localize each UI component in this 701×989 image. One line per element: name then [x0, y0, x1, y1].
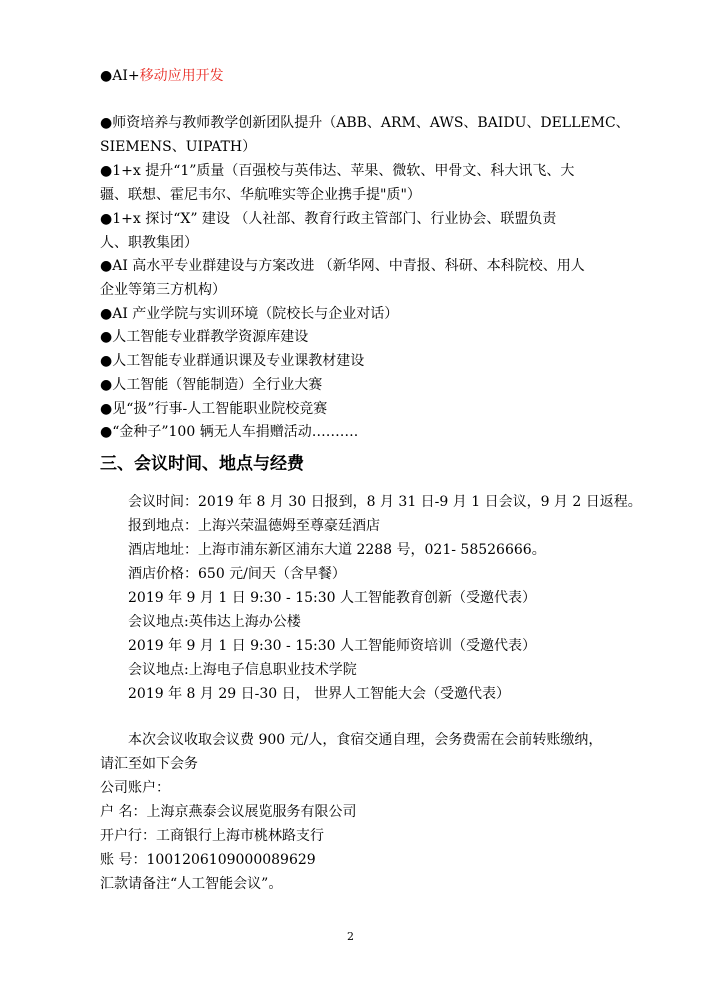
- bullet-1x-explore-line-1: ●1+x 探讨“X” 建设 （人社部、教育行政主管部门、行业协会、联盟负责: [100, 211, 557, 227]
- bullet-textbooks: ●人工智能专业群通识课及专业课教材建设: [100, 353, 365, 369]
- remittance-note: 汇款请备注“人工智能会议”。: [100, 876, 283, 892]
- page-number: 2: [347, 930, 354, 943]
- bullet-ai-industry-college: ●AI 产业学院与实训环境（院校长与企业对话）: [100, 306, 399, 322]
- bullet-prefix: AI+: [112, 68, 140, 84]
- bullet-ai-major-line-1: ●AI 高水平专业群建设与方案改进 （新华网、中青报、科研、本科院校、用人: [100, 258, 585, 274]
- bullet-1x-quality-line-1: ●1+x 提升“1”质量（百强校与英伟达、苹果、微软、甲骨文、科大讯飞、大: [100, 163, 575, 179]
- detail-session-1-location: 会议地点:英伟达上海办公楼: [128, 614, 301, 630]
- bullet-ai-major-line-2: 企业等第三方机构）: [100, 282, 226, 298]
- fee-line-2: 请汇至如下会务: [100, 756, 198, 772]
- detail-world-ai-conference: 2019 年 8 月 29 日-30 日， 世界人工智能大会（受邀代表）: [128, 686, 511, 702]
- bullet-ai-mobile: [100, 66, 224, 86]
- bullet-competition: ●人工智能（智能制造）全行业大赛: [100, 377, 323, 393]
- detail-checkin-location: 报到地点：上海兴荣温德姆至尊豪廷酒店: [128, 518, 380, 534]
- detail-hotel-address: 酒店地址：上海市浦东新区浦东大道 2288 号，021- 58526666。: [128, 542, 546, 558]
- detail-session-2-time: 2019 年 9 月 1 日 9:30 - 15:30 人工智能师资培训（受邀代表）: [128, 638, 537, 654]
- account-heading: 公司账户：: [100, 780, 170, 796]
- bullet-teacher-training-line-2: SIEMENS、UIPATH）: [100, 139, 257, 155]
- bullet-1x-quality-line-2: 疆、联想、霍尼韦尔、华航唯实等企业携手提"质"）: [100, 187, 421, 203]
- detail-session-1-time: 2019 年 9 月 1 日 9:30 - 15:30 人工智能教育创新（受邀代表）: [128, 590, 537, 606]
- bullet-1x-explore-line-2: 人、职教集团）: [100, 235, 198, 251]
- account-bank: 开户行：工商银行上海市桃林路支行: [100, 828, 324, 844]
- bullet-teacher-training-line-1: ●师资培养与教师教学创新团队提升（ABB、ARM、AWS、BAIDU、DELLEMC、: [100, 115, 630, 131]
- section-heading: 三、会议时间、地点与经费: [100, 454, 304, 474]
- account-name: 户 名：上海京燕泰会议展览服务有限公司: [100, 804, 357, 820]
- detail-session-2-location: 会议地点:上海电子信息职业技术学院: [128, 662, 357, 678]
- fee-line-1: 本次会议收取会议费 900 元/人，食宿交通自理，会务费需在会前转账缴纳，: [128, 732, 603, 748]
- bullet-vocational-contest: ●见“扱”行事-人工智能职业院校竞赛: [100, 401, 328, 417]
- detail-meeting-time: 会议时间：2019 年 8 月 30 日报到，8 月 31 日-9 月 1 日会议，9 月 2 日返程。: [128, 494, 642, 510]
- bullet-resource-library: ●人工智能专业群教学资源库建设: [100, 329, 309, 345]
- bullet-marker: ●: [100, 68, 113, 84]
- bullet-golden-seed: ●“金种子”100 辆无人车捐赠活动……….: [100, 424, 359, 440]
- detail-hotel-price: 酒店价格：650 元/间天（含早餐）: [128, 566, 346, 582]
- bullet-highlight: 移动应用开发: [139, 68, 224, 84]
- account-number: 账 号：1001206109000089629: [100, 852, 316, 868]
